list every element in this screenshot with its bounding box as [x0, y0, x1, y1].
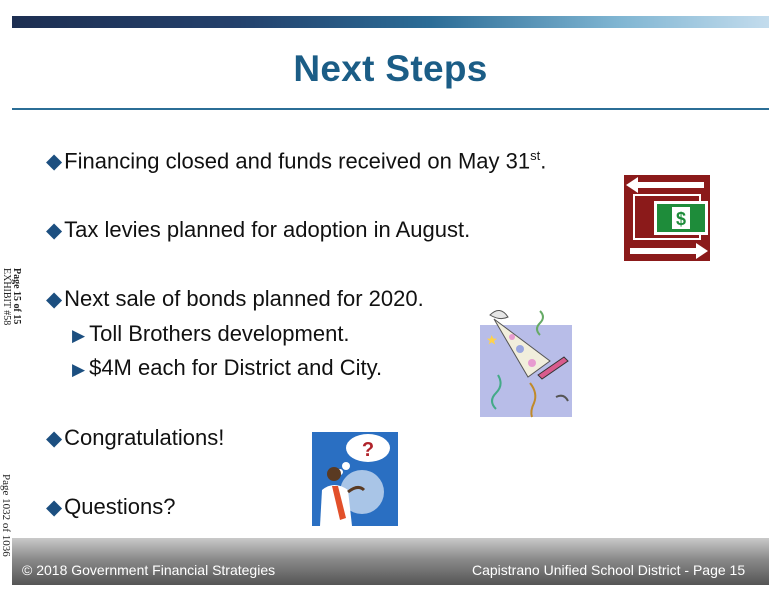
exhibit-page-label: Page 15 of 15: [11, 268, 22, 325]
footer-copyright: © 2018 Government Financial Strategies: [22, 562, 276, 578]
exhibit-number-label: EXHIBIT #58: [1, 268, 12, 326]
bullet-tax-levies: [46, 217, 470, 243]
bullet-financing: [46, 148, 546, 174]
bullet-next-sale-text: Next sale of bonds planned for 2020.: [64, 286, 424, 311]
slide-title: Next Steps: [293, 48, 488, 89]
top-accent-band: [12, 16, 769, 28]
bullet-financing-suffix: st: [530, 148, 541, 163]
party-hat-icon: [480, 305, 576, 421]
bullet-financing-period: .: [540, 148, 547, 174]
thinking-man-icon: [312, 432, 398, 526]
triangle-bullet-icon: ▶: [72, 360, 86, 379]
bullet-congratulations-text: Congratulations!: [64, 425, 225, 450]
bullet-financing-text: Financing closed and funds received on May 31: [64, 148, 531, 174]
bullet-next-sale: [46, 286, 424, 312]
footer-district-page: Capistrano Unified School District - Page 15: [472, 562, 746, 578]
money-transfer-icon: [624, 175, 710, 261]
triangle-bullet-icon: ▶: [72, 326, 86, 345]
sub-bullet-4m-text: $4M each for District and City.: [89, 355, 383, 380]
document-page-label: Page 1032 of 1036: [0, 474, 12, 557]
diamond-bullet-icon: ◆: [46, 219, 63, 242]
svg-text:?: ?: [361, 439, 375, 461]
diamond-bullet-icon: ◆: [46, 150, 63, 174]
title-divider: [12, 108, 769, 110]
diamond-bullet-icon: ◆: [46, 496, 63, 519]
sub-bullet-toll-brothers-text: Toll Brothers development.: [89, 321, 350, 346]
bullet-tax-levies-text: Tax levies planned for adoption in August.: [64, 217, 471, 242]
diamond-bullet-icon: ◆: [46, 427, 63, 450]
bullet-questions-text: Questions?: [64, 494, 176, 519]
svg-text:$: $: [675, 209, 687, 229]
bullet-congratulations: [46, 425, 224, 451]
sub-bullet-4m: [72, 355, 382, 381]
diamond-bullet-icon: ◆: [46, 288, 63, 311]
bullet-questions: [46, 494, 175, 520]
sub-bullet-toll-brothers: [72, 321, 350, 347]
